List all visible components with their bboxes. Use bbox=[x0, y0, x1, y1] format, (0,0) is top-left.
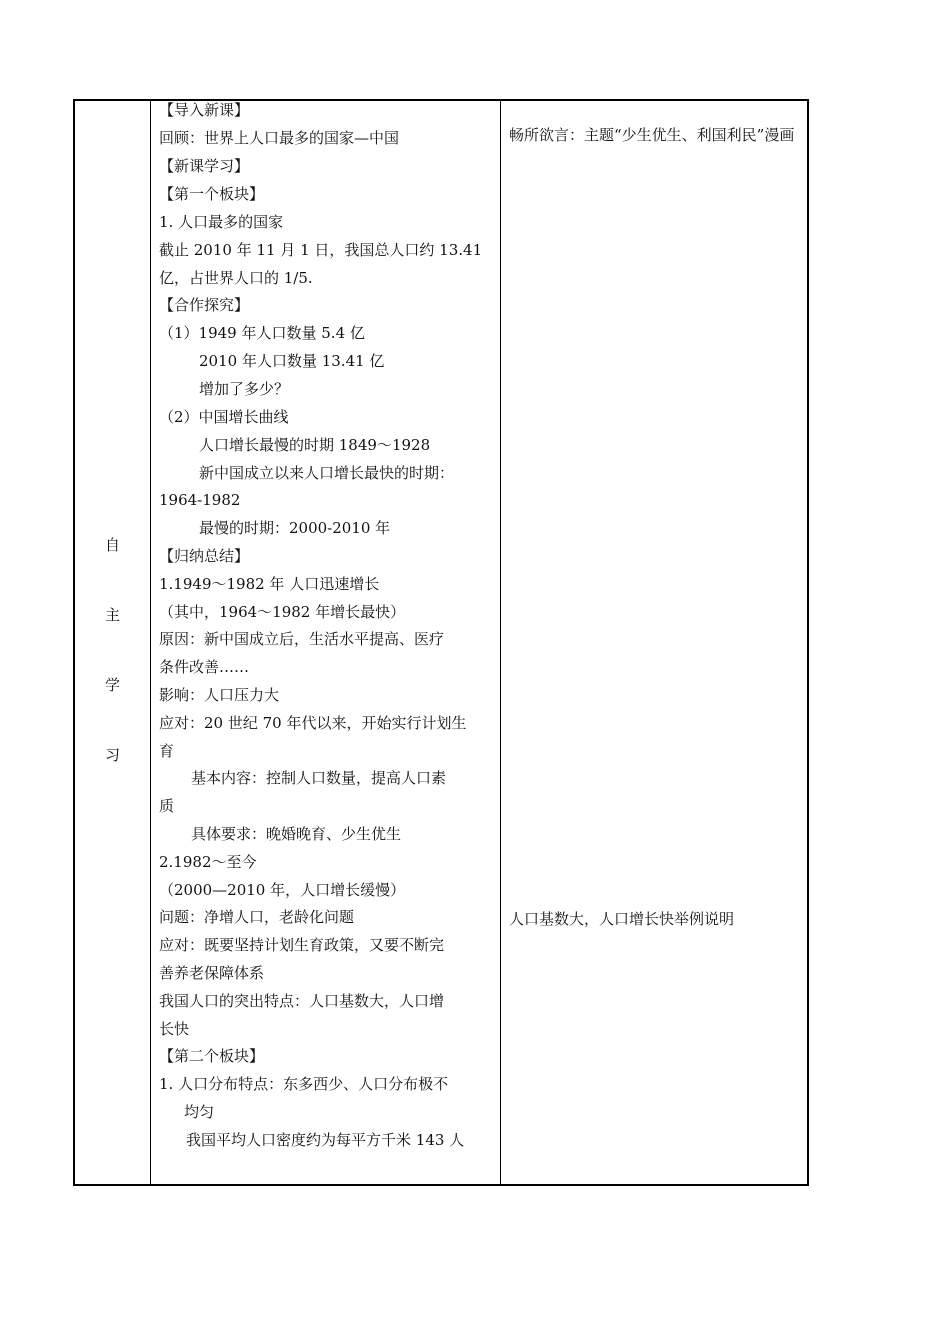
text-line: 条件改善…… bbox=[159, 658, 250, 676]
text-line: 问题：净增人口，老龄化问题 bbox=[159, 908, 355, 926]
text-line: 截止 2010 年 11 月 1 日，我国总人口约 13.41 bbox=[159, 241, 483, 259]
lesson-table bbox=[73, 99, 809, 1186]
text-line: 原因：新中国成立后，生活水平提高、医疗 bbox=[159, 630, 445, 648]
side-label-char: 学 bbox=[104, 676, 120, 694]
side-label-char: 自 bbox=[104, 536, 120, 554]
text-line: （其中，1964～1982 年增长最快） bbox=[159, 603, 406, 621]
text-line: 2.1982～至今 bbox=[159, 853, 257, 871]
heading: 【导入新课】 bbox=[159, 101, 250, 119]
text-line: 人口增长最慢的时期 1849～1928 bbox=[199, 436, 431, 454]
text-line: 质 bbox=[159, 797, 175, 815]
text-line: 2010 年人口数量 13.41 亿 bbox=[199, 352, 385, 370]
text-line: 具体要求：晚婚晚育、少生优生 bbox=[191, 825, 402, 843]
text-line: 均匀 bbox=[184, 1103, 215, 1121]
text-line: （2000—2010 年，人口增长缓慢） bbox=[159, 881, 406, 899]
text-line: 我国人口的突出特点：人口基数大，人口增 bbox=[159, 992, 445, 1010]
text-line: （2）中国增长曲线 bbox=[159, 408, 289, 426]
heading: 【新课学习】 bbox=[159, 157, 250, 175]
text-line: 1.1949～1982 年 人口迅速增长 bbox=[159, 575, 380, 593]
text-line: 影响：人口压力大 bbox=[159, 686, 280, 704]
text-line: 增加了多少？ bbox=[199, 380, 290, 398]
text-line: 新中国成立以来人口增长最快的时期： bbox=[199, 464, 455, 482]
text-line: 1. 人口分布特点：东多西少、人口分布极不 bbox=[159, 1075, 449, 1093]
text-line: 应对：20 世纪 70 年代以来，开始实行计划生 bbox=[159, 714, 467, 732]
text-line: 最慢的时期：2000-2010 年 bbox=[199, 519, 391, 537]
note-discussion: 畅所欲言：主题“少生优生、利国利民”漫画 bbox=[509, 126, 795, 144]
text-line: 育 bbox=[159, 742, 175, 760]
side-label-char: 习 bbox=[104, 746, 120, 764]
text-line: 我国平均人口密度约为每平方千米 143 人 bbox=[186, 1131, 465, 1149]
heading: 【合作探究】 bbox=[159, 296, 250, 314]
text-line: 长快 bbox=[159, 1020, 190, 1038]
side-column bbox=[75, 101, 151, 1184]
text-line: 回顾：世界上人口最多的国家—中国 bbox=[159, 129, 400, 147]
note-example: 人口基数大，人口增长快举例说明 bbox=[509, 910, 735, 928]
main-content-column bbox=[151, 101, 501, 1184]
text-line: 应对：既要坚持计划生育政策，又要不断完 bbox=[159, 936, 445, 954]
heading: 【归纳总结】 bbox=[159, 547, 250, 565]
text-line: 亿，占世界人口的 1/5. bbox=[159, 269, 313, 287]
heading: 【第二个板块】 bbox=[159, 1047, 265, 1065]
text-line: 1. 人口最多的国家 bbox=[159, 213, 284, 231]
text-line: （1）1949 年人口数量 5.4 亿 bbox=[159, 324, 365, 342]
text-line: 善养老保障体系 bbox=[159, 964, 265, 982]
text-line: 基本内容：控制人口数量，提高人口素 bbox=[191, 769, 447, 787]
text-line: 1964-1982 bbox=[159, 491, 241, 509]
heading: 【第一个板块】 bbox=[159, 185, 265, 203]
side-label-char: 主 bbox=[104, 606, 120, 624]
notes-column bbox=[501, 101, 807, 1184]
